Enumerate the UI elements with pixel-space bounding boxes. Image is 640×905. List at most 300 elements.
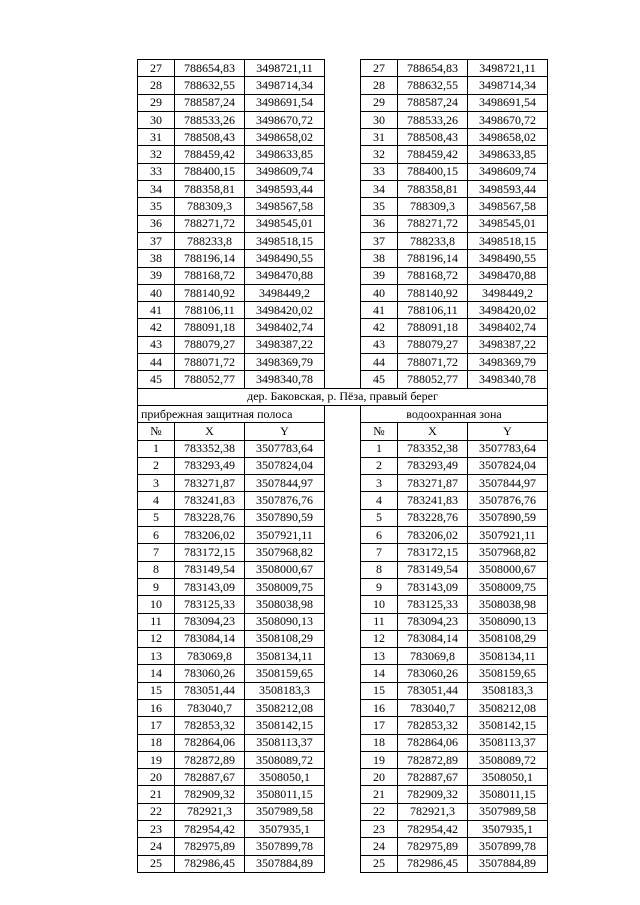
row-x: 783051,44 [175, 682, 245, 699]
row-x: 788400,15 [398, 163, 468, 180]
row-y: 3498609,74 [468, 163, 548, 180]
row-number: 36 [138, 215, 175, 232]
row-number: 29 [138, 94, 175, 111]
row-number: 19 [361, 751, 398, 768]
table-row [138, 838, 548, 855]
row-y: 3498402,74 [245, 319, 325, 336]
row-number: 18 [138, 734, 175, 751]
row-y: 3508142,15 [245, 717, 325, 734]
table-row [138, 769, 548, 786]
table-row [138, 129, 548, 146]
row-number: 14 [361, 665, 398, 682]
row-y: 3508090,13 [245, 613, 325, 630]
row-x: 782864,06 [398, 734, 468, 751]
row-y: 3507935,1 [245, 821, 325, 838]
table-row [138, 232, 548, 249]
row-x: 788052,77 [398, 371, 468, 388]
row-x: 788140,92 [398, 284, 468, 301]
row-y: 3498593,44 [245, 181, 325, 198]
row-x: 788106,11 [175, 302, 245, 319]
table-row [138, 751, 548, 768]
row-x: 782887,67 [398, 769, 468, 786]
table-row [138, 648, 548, 665]
row-x: 788533,26 [398, 111, 468, 128]
row-number: 23 [138, 821, 175, 838]
section-title: дер. Баковская, р. Пёза, правый берег [138, 388, 548, 405]
row-y: 3498721,11 [468, 60, 548, 77]
table-row [138, 561, 548, 578]
row-x: 783271,87 [175, 475, 245, 492]
row-number: 43 [138, 336, 175, 353]
row-x: 782864,06 [175, 734, 245, 751]
row-y: 3507968,82 [468, 544, 548, 561]
row-number: 9 [361, 578, 398, 595]
row-y: 3507876,76 [468, 492, 548, 509]
row-number: 28 [361, 77, 398, 94]
row-y: 3507921,11 [245, 527, 325, 544]
row-y: 3508142,15 [468, 717, 548, 734]
row-number: 20 [361, 769, 398, 786]
row-y: 3507824,04 [468, 457, 548, 474]
row-y: 3508050,1 [245, 769, 325, 786]
row-x: 788196,14 [398, 250, 468, 267]
row-y: 3508090,13 [468, 613, 548, 630]
row-number: 31 [138, 129, 175, 146]
row-y: 3498490,55 [245, 250, 325, 267]
table-row [138, 440, 548, 457]
header-x: X [175, 423, 245, 440]
row-number: 45 [361, 371, 398, 388]
row-x: 783293,49 [175, 457, 245, 474]
row-x: 783293,49 [398, 457, 468, 474]
row-x: 788168,72 [398, 267, 468, 284]
row-x: 788587,24 [398, 94, 468, 111]
row-y: 3508050,1 [468, 769, 548, 786]
row-y: 3498340,78 [245, 371, 325, 388]
row-number: 14 [138, 665, 175, 682]
table-row [138, 475, 548, 492]
row-number: 6 [361, 527, 398, 544]
row-x: 788079,27 [398, 336, 468, 353]
row-x: 788168,72 [175, 267, 245, 284]
row-x: 788632,55 [175, 77, 245, 94]
table-row [138, 181, 548, 198]
row-x: 782975,89 [398, 838, 468, 855]
row-number: 37 [138, 232, 175, 249]
row-number: 33 [138, 163, 175, 180]
row-number: 15 [138, 682, 175, 699]
table-row [138, 250, 548, 267]
row-number: 29 [361, 94, 398, 111]
row-x: 788233,8 [175, 232, 245, 249]
row-x: 782872,89 [398, 751, 468, 768]
row-number: 15 [361, 682, 398, 699]
row-number: 23 [361, 821, 398, 838]
row-number: 27 [361, 60, 398, 77]
row-number: 7 [361, 544, 398, 561]
row-y: 3507884,89 [468, 855, 548, 872]
table-row [138, 371, 548, 388]
row-y: 3498518,15 [245, 232, 325, 249]
row-y: 3507890,59 [245, 509, 325, 526]
row-number: 13 [138, 648, 175, 665]
row-x: 783143,09 [398, 578, 468, 595]
row-x: 783060,26 [398, 665, 468, 682]
row-x: 788309,3 [398, 198, 468, 215]
row-y: 3507783,64 [468, 440, 548, 457]
table-row [138, 319, 548, 336]
row-y: 3498470,88 [245, 267, 325, 284]
row-y: 3498420,02 [245, 302, 325, 319]
row-y: 3508038,98 [245, 596, 325, 613]
row-y: 3498567,58 [468, 198, 548, 215]
table-row [138, 596, 548, 613]
row-number: 5 [361, 509, 398, 526]
row-y: 3498593,44 [468, 181, 548, 198]
row-number: 30 [138, 111, 175, 128]
row-x: 783051,44 [398, 682, 468, 699]
row-number: 1 [361, 440, 398, 457]
row-y: 3507876,76 [245, 492, 325, 509]
row-number: 28 [138, 77, 175, 94]
row-y: 3498369,79 [245, 354, 325, 371]
row-number: 9 [138, 578, 175, 595]
row-number: 34 [138, 181, 175, 198]
row-x: 788071,72 [398, 354, 468, 371]
row-y: 3508009,75 [468, 578, 548, 595]
row-y: 3498670,72 [245, 111, 325, 128]
row-x: 782954,42 [175, 821, 245, 838]
coordinates-table [137, 59, 548, 873]
row-x: 788106,11 [398, 302, 468, 319]
row-number: 17 [138, 717, 175, 734]
section-header [138, 388, 548, 440]
row-y: 3498609,74 [245, 163, 325, 180]
row-y: 3508000,67 [468, 561, 548, 578]
row-number: 22 [361, 803, 398, 820]
row-number: 25 [361, 855, 398, 872]
table-row [138, 665, 548, 682]
row-x: 788654,83 [175, 60, 245, 77]
table-row [138, 855, 548, 872]
row-number: 1 [138, 440, 175, 457]
right-subtitle: водоохранная зона [361, 405, 548, 422]
row-x: 783060,26 [175, 665, 245, 682]
row-number: 37 [361, 232, 398, 249]
table-row [138, 284, 548, 301]
row-number: 18 [361, 734, 398, 751]
row-y: 3507890,59 [468, 509, 548, 526]
row-number: 12 [361, 630, 398, 647]
row-y: 3507844,97 [245, 475, 325, 492]
row-x: 782921,3 [175, 803, 245, 820]
row-x: 783084,14 [398, 630, 468, 647]
row-x: 783084,14 [175, 630, 245, 647]
row-x: 782975,89 [175, 838, 245, 855]
table-row [138, 94, 548, 111]
row-y: 3507899,78 [468, 838, 548, 855]
row-number: 13 [361, 648, 398, 665]
table-row [138, 527, 548, 544]
row-x: 788091,18 [398, 319, 468, 336]
row-number: 5 [138, 509, 175, 526]
row-x: 788508,43 [175, 129, 245, 146]
row-number: 24 [138, 838, 175, 855]
row-x: 783172,15 [398, 544, 468, 561]
row-x: 783352,38 [398, 440, 468, 457]
table-row [138, 163, 548, 180]
row-number: 2 [361, 457, 398, 474]
row-y: 3498545,01 [245, 215, 325, 232]
row-y: 3498658,02 [468, 129, 548, 146]
row-number: 30 [361, 111, 398, 128]
row-y: 3508212,08 [468, 699, 548, 716]
row-y: 3507824,04 [245, 457, 325, 474]
row-number: 24 [361, 838, 398, 855]
row-y: 3508113,37 [245, 734, 325, 751]
table-row [138, 613, 548, 630]
row-y: 3498449,2 [245, 284, 325, 301]
row-y: 3498714,34 [245, 77, 325, 94]
row-x: 782909,32 [398, 786, 468, 803]
row-number: 12 [138, 630, 175, 647]
row-x: 782986,45 [175, 855, 245, 872]
row-number: 45 [138, 371, 175, 388]
row-x: 783094,23 [398, 613, 468, 630]
table-row [138, 336, 548, 353]
row-number: 31 [361, 129, 398, 146]
row-x: 788358,81 [175, 181, 245, 198]
row-y: 3507921,11 [468, 527, 548, 544]
row-y: 3507935,1 [468, 821, 548, 838]
row-x: 783206,02 [175, 527, 245, 544]
table-row [138, 146, 548, 163]
row-x: 788071,72 [175, 354, 245, 371]
row-y: 3498340,78 [468, 371, 548, 388]
header-y: Y [245, 423, 325, 440]
row-x: 782853,32 [398, 717, 468, 734]
row-y: 3498545,01 [468, 215, 548, 232]
row-number: 40 [361, 284, 398, 301]
row-number: 21 [361, 786, 398, 803]
row-number: 4 [361, 492, 398, 509]
top-rows [138, 60, 548, 389]
row-x: 788140,92 [175, 284, 245, 301]
row-x: 788459,42 [175, 146, 245, 163]
table-row [138, 60, 548, 77]
row-y: 3508108,29 [245, 630, 325, 647]
row-x: 783125,33 [398, 596, 468, 613]
table-row [138, 803, 548, 820]
table-row [138, 509, 548, 526]
row-number: 44 [138, 354, 175, 371]
row-number: 42 [361, 319, 398, 336]
bottom-rows [138, 440, 548, 872]
row-number: 32 [138, 146, 175, 163]
row-x: 782887,67 [175, 769, 245, 786]
row-number: 34 [361, 181, 398, 198]
row-y: 3508038,98 [468, 596, 548, 613]
row-x: 783149,54 [175, 561, 245, 578]
row-number: 40 [138, 284, 175, 301]
row-x: 788233,8 [398, 232, 468, 249]
row-y: 3507899,78 [245, 838, 325, 855]
row-number: 38 [361, 250, 398, 267]
row-number: 20 [138, 769, 175, 786]
row-y: 3498633,85 [468, 146, 548, 163]
row-number: 41 [361, 302, 398, 319]
row-y: 3498420,02 [468, 302, 548, 319]
row-y: 3498387,22 [468, 336, 548, 353]
header-x: X [398, 423, 468, 440]
row-x: 783206,02 [398, 527, 468, 544]
row-x: 788271,72 [398, 215, 468, 232]
table-row [138, 457, 548, 474]
row-number: 17 [361, 717, 398, 734]
row-number: 3 [138, 475, 175, 492]
table-row [138, 544, 548, 561]
row-number: 8 [138, 561, 175, 578]
table-row [138, 302, 548, 319]
row-number: 21 [138, 786, 175, 803]
row-x: 783094,23 [175, 613, 245, 630]
table-row [138, 267, 548, 284]
row-y: 3508000,67 [245, 561, 325, 578]
row-number: 19 [138, 751, 175, 768]
row-x: 783352,38 [175, 440, 245, 457]
row-y: 3498470,88 [468, 267, 548, 284]
header-number: № [361, 423, 398, 440]
row-number: 22 [138, 803, 175, 820]
row-y: 3508134,11 [245, 648, 325, 665]
row-number: 16 [361, 699, 398, 716]
row-number: 6 [138, 527, 175, 544]
row-y: 3508089,72 [245, 751, 325, 768]
row-y: 3508183,3 [245, 682, 325, 699]
row-x: 788632,55 [398, 77, 468, 94]
table-row [138, 821, 548, 838]
row-y: 3498633,85 [245, 146, 325, 163]
table-row [138, 354, 548, 371]
row-x: 782986,45 [398, 855, 468, 872]
row-y: 3498670,72 [468, 111, 548, 128]
row-y: 3508159,65 [245, 665, 325, 682]
row-y: 3498402,74 [468, 319, 548, 336]
row-x: 782954,42 [398, 821, 468, 838]
table-row [138, 699, 548, 716]
row-y: 3508009,75 [245, 578, 325, 595]
table-row [138, 578, 548, 595]
table-row [138, 198, 548, 215]
row-x: 783241,83 [175, 492, 245, 509]
row-x: 783228,76 [398, 509, 468, 526]
row-y: 3508089,72 [468, 751, 548, 768]
row-y: 3508011,15 [245, 786, 325, 803]
row-x: 782853,32 [175, 717, 245, 734]
table-row [138, 215, 548, 232]
row-x: 788459,42 [398, 146, 468, 163]
row-x: 783125,33 [175, 596, 245, 613]
row-y: 3507783,64 [245, 440, 325, 457]
row-x: 783069,8 [398, 648, 468, 665]
table-row [138, 630, 548, 647]
table-row [138, 492, 548, 509]
row-y: 3508108,29 [468, 630, 548, 647]
row-number: 38 [138, 250, 175, 267]
row-number: 32 [361, 146, 398, 163]
row-number: 44 [361, 354, 398, 371]
row-x: 788079,27 [175, 336, 245, 353]
row-number: 35 [138, 198, 175, 215]
row-y: 3508113,37 [468, 734, 548, 751]
row-number: 7 [138, 544, 175, 561]
row-x: 788091,18 [175, 319, 245, 336]
row-x: 788508,43 [398, 129, 468, 146]
row-y: 3498369,79 [468, 354, 548, 371]
row-y: 3507844,97 [468, 475, 548, 492]
row-number: 10 [361, 596, 398, 613]
row-y: 3508134,11 [468, 648, 548, 665]
row-number: 42 [138, 319, 175, 336]
row-number: 10 [138, 596, 175, 613]
table-row [138, 734, 548, 751]
row-y: 3508212,08 [245, 699, 325, 716]
row-x: 782872,89 [175, 751, 245, 768]
row-number: 4 [138, 492, 175, 509]
row-number: 39 [138, 267, 175, 284]
row-y: 3507884,89 [245, 855, 325, 872]
row-x: 788533,26 [175, 111, 245, 128]
row-number: 41 [138, 302, 175, 319]
table-row [138, 717, 548, 734]
row-x: 788196,14 [175, 250, 245, 267]
row-number: 16 [138, 699, 175, 716]
row-number: 11 [361, 613, 398, 630]
row-number: 25 [138, 855, 175, 872]
row-x: 783241,83 [398, 492, 468, 509]
header-number: № [138, 423, 175, 440]
table-row [138, 77, 548, 94]
row-x: 788587,24 [175, 94, 245, 111]
row-x: 788358,81 [398, 181, 468, 198]
row-y: 3498387,22 [245, 336, 325, 353]
row-y: 3507989,58 [468, 803, 548, 820]
row-number: 3 [361, 475, 398, 492]
row-number: 43 [361, 336, 398, 353]
row-x: 783228,76 [175, 509, 245, 526]
row-x: 783149,54 [398, 561, 468, 578]
row-x: 783040,7 [175, 699, 245, 716]
row-x: 788309,3 [175, 198, 245, 215]
table-row [138, 786, 548, 803]
row-x: 783172,15 [175, 544, 245, 561]
row-y: 3508183,3 [468, 682, 548, 699]
row-x: 788271,72 [175, 215, 245, 232]
row-y: 3498721,11 [245, 60, 325, 77]
header-y: Y [468, 423, 548, 440]
row-y: 3498658,02 [245, 129, 325, 146]
row-number: 39 [361, 267, 398, 284]
row-x: 782921,3 [398, 803, 468, 820]
row-y: 3507968,82 [245, 544, 325, 561]
row-x: 782909,32 [175, 786, 245, 803]
row-x: 788052,77 [175, 371, 245, 388]
row-y: 3498691,54 [468, 94, 548, 111]
row-number: 11 [138, 613, 175, 630]
table-row [138, 682, 548, 699]
row-x: 783143,09 [175, 578, 245, 595]
row-number: 8 [361, 561, 398, 578]
